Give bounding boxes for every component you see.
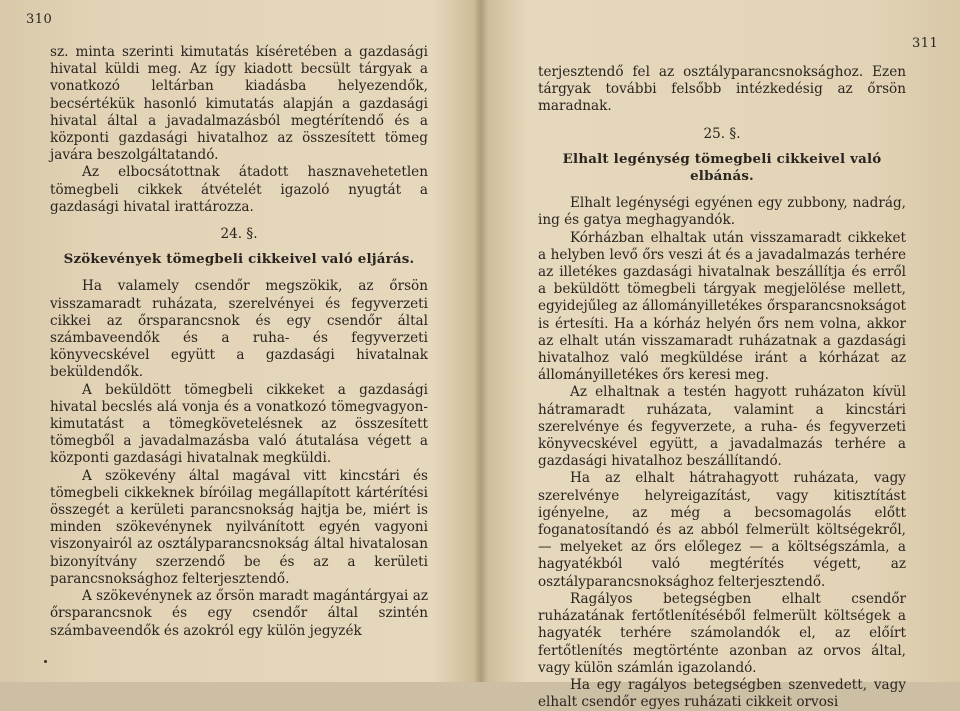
left-page-text [50, 44, 428, 640]
left-paragraph-6: A szökevénynek az őrsön maradt magántárgyai az őrsparancsnok és egy csendőr által szintén számbaveendők és azokról egy külön jegyzék [50, 588, 428, 639]
right-paragraph-6: Ragályos betegségben elhalt csendőr ruházatának fertőtlenítéséből felmerült költségek a hagyaték terhére számolandók el, az előírt fertőtlenítés megtörténte azonban az orvos által, vagy külön számlán igazolandó. [538, 590, 906, 676]
right-paragraph-5: Ha az elhalt hátrahagyott ruházata, vagy szerelvénye helyreigazítást, vagy kitisztítást igényelne, az még a becsomagolás előtt foganatosítandó és az abból felmerült költségekről, — melyeket az őrs előlegez — a költségszámla, a hagyatékból való megtérítés végett, az osztályparancsnoksághoz felterjesztendő. [538, 470, 906, 590]
left-paragraph-5: A szökevény által magával vitt kincstári és tömegbeli cikkeknek bíróilag megállapított kártérítési összegét a kerületi parancsnokság hajtja be, miért is minden szökevénynek nyilvánított egyén vagyoni viszonyairól az osztályparancsnokság által hivatalosan bizonyítvány szerzendő be és az a kerületi parancsnoksághoz felterjesztendő. [50, 467, 428, 587]
section-number-25: 25. §. [703, 125, 741, 142]
left-paragraph-4: A beküldött tömegbeli cikkeket a gazdasági hivatal becslés alá vonja és a vonatkozó tömegvagyon-kimutatást a tömegkövetelésnek az összesített tömegből a javadalmazásba való átutalása végett a központi gazdasági hivatalnak megküldi. [50, 381, 428, 467]
left-page [0, 0, 480, 682]
right-page [480, 0, 960, 711]
page-number-left: 310 [26, 12, 53, 27]
left-paragraph-1: sz. minta szerinti kimutatás kíséretében a gazdasági hivatal küldi meg. Az így kiadott becsült tárgyak a vonatkozó leltárban kiadásba helyezendők, becsértékük hasonló kimutatás alapján a gazdasági hivatal által a javadalmazásból megtérítendő és a központi gazdasági hivatalhoz az összesített tömeg javára beszolgáltatandó. [50, 44, 428, 164]
right-page-text [538, 64, 906, 711]
page-number-right: 311 [912, 36, 939, 51]
left-paragraph-3: Ha valamely csendőr megszökik, az őrsön visszamaradt ruházata, szerelvényei és fegyverzeti cikkei az őrsparancsnok és egy csendőr által számbaveendők és a ruha- és fegyverzeti könyvecskével együtt a gazdasági hivatalnak beküldendők. [50, 278, 428, 381]
right-paragraph-4: Az elhaltnak a testén hagyott ruházaton kívül hátramaradt ruházata, valamint a kincstári szerelvénye és fegyverzete, a ruha- és fegyverzeti könyvecskével együtt, a javadalmazás terhére a gazdasági hivatalhoz beszállítandó. [538, 384, 906, 470]
left-paragraph-2: Az elbocsátottnak átadott hasznavehetetlen tömegbeli cikkek átvételét igazoló nyugtát a gazdasági hivatal irattározza. [50, 164, 428, 215]
right-paragraph-2: Elhalt legénységi egyénen egy zubbony, nadrág, ing és gatya meghagyandók. [538, 195, 906, 229]
section-title-24: Szökevények tömegbeli cikkeivel való eljárás. [63, 251, 415, 268]
ink-speck [44, 660, 47, 663]
right-paragraph-1: terjesztendő fel az osztályparancsnoksághoz. Ezen tárgyak további felsőbb intézkedésig az őrsön maradnak. [538, 64, 906, 115]
right-paragraph-3: Kórházban elhaltak után visszamaradt cikkeket a helyben levő őrs veszi át és a javadalmazás terhére az illetékes gazdasági hivatalnak beszállítja és erről a beküldött tömegbeli tárgyak megjelölése mellett, egyidejűleg az állományilletékes őrsparancsnokságot is értesíti. Ha a kórház helyén őrs nem volna, akkor az elhalt után visszamaradt ruházatnak a gazdasági hivatalhoz való megküldése iránt a kórházat az állományilletékes őrs keresi meg. [538, 229, 906, 384]
right-paragraph-7: Ha egy ragályos betegségben szenvedett, vagy elhalt csendőr egyes ruházati cikkeit orvosi [538, 676, 906, 711]
section-number-24: 24. §. [220, 226, 258, 243]
section-title-25: Elhalt legénység tömegbeli cikkeivel való elbánás. [562, 150, 882, 185]
